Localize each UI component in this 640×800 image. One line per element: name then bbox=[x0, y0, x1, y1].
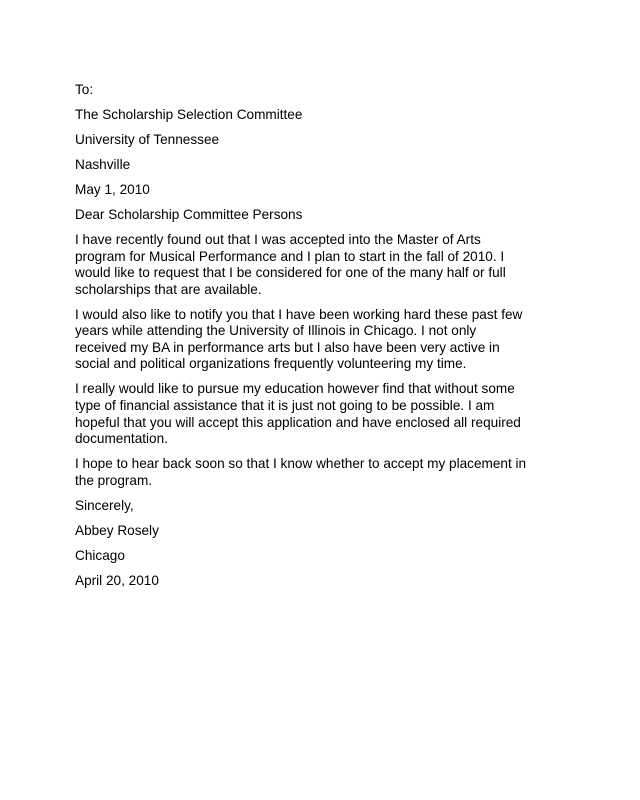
recipient-name: The Scholarship Selection Committee bbox=[75, 106, 303, 122]
paragraph-line: hopeful that you will accept this application and have enclosed all required bbox=[75, 414, 521, 430]
paragraph-line: received my BA in performance arts but I also have been very active in bbox=[75, 339, 500, 355]
letter-document bbox=[75, 82, 575, 598]
recipient-city: Nashville bbox=[75, 156, 131, 172]
paragraph-line: I have recently found out that I was accepted into the Master of Arts bbox=[75, 231, 481, 247]
paragraph-line: program for Musical Performance and I plan to start in the fall of 2010. I bbox=[75, 248, 505, 264]
body-paragraph-2 bbox=[75, 307, 575, 373]
paragraph-line: I hope to hear back soon so that I know whether to accept my placement in bbox=[75, 456, 527, 472]
paragraph-line: I would also like to notify you that I have been working hard these past few bbox=[75, 306, 523, 322]
paragraph-line: years while attending the University of Illinois in Chicago. I not only bbox=[75, 323, 477, 339]
recipient-institution: University of Tennessee bbox=[75, 131, 220, 147]
body-paragraph-3 bbox=[75, 381, 575, 447]
paragraph-line: the program. bbox=[75, 472, 153, 488]
to-label: To: bbox=[75, 82, 94, 97]
letter-date: May 1, 2010 bbox=[75, 181, 150, 197]
closing: Sincerely, bbox=[75, 497, 134, 513]
paragraph-line: scholarships that are available. bbox=[75, 281, 262, 297]
paragraph-line: would like to request that I be considered for one of the many half or full bbox=[75, 265, 506, 281]
paragraph-line: documentation. bbox=[75, 431, 168, 447]
paragraph-line: I really would like to pursue my education however find that without some bbox=[75, 381, 515, 397]
body-paragraph-4 bbox=[75, 456, 575, 489]
sender-date: April 20, 2010 bbox=[75, 572, 159, 588]
paragraph-line: type of financial assistance that it is just not going to be possible. I am bbox=[75, 398, 495, 414]
sender-city: Chicago bbox=[75, 547, 125, 563]
paragraph-line: social and political organizations frequently volunteering my time. bbox=[75, 356, 467, 372]
sender-name: Abbey Rosely bbox=[75, 522, 159, 538]
salutation: Dear Scholarship Committee Persons bbox=[75, 206, 303, 222]
body-paragraph-1 bbox=[75, 232, 575, 298]
